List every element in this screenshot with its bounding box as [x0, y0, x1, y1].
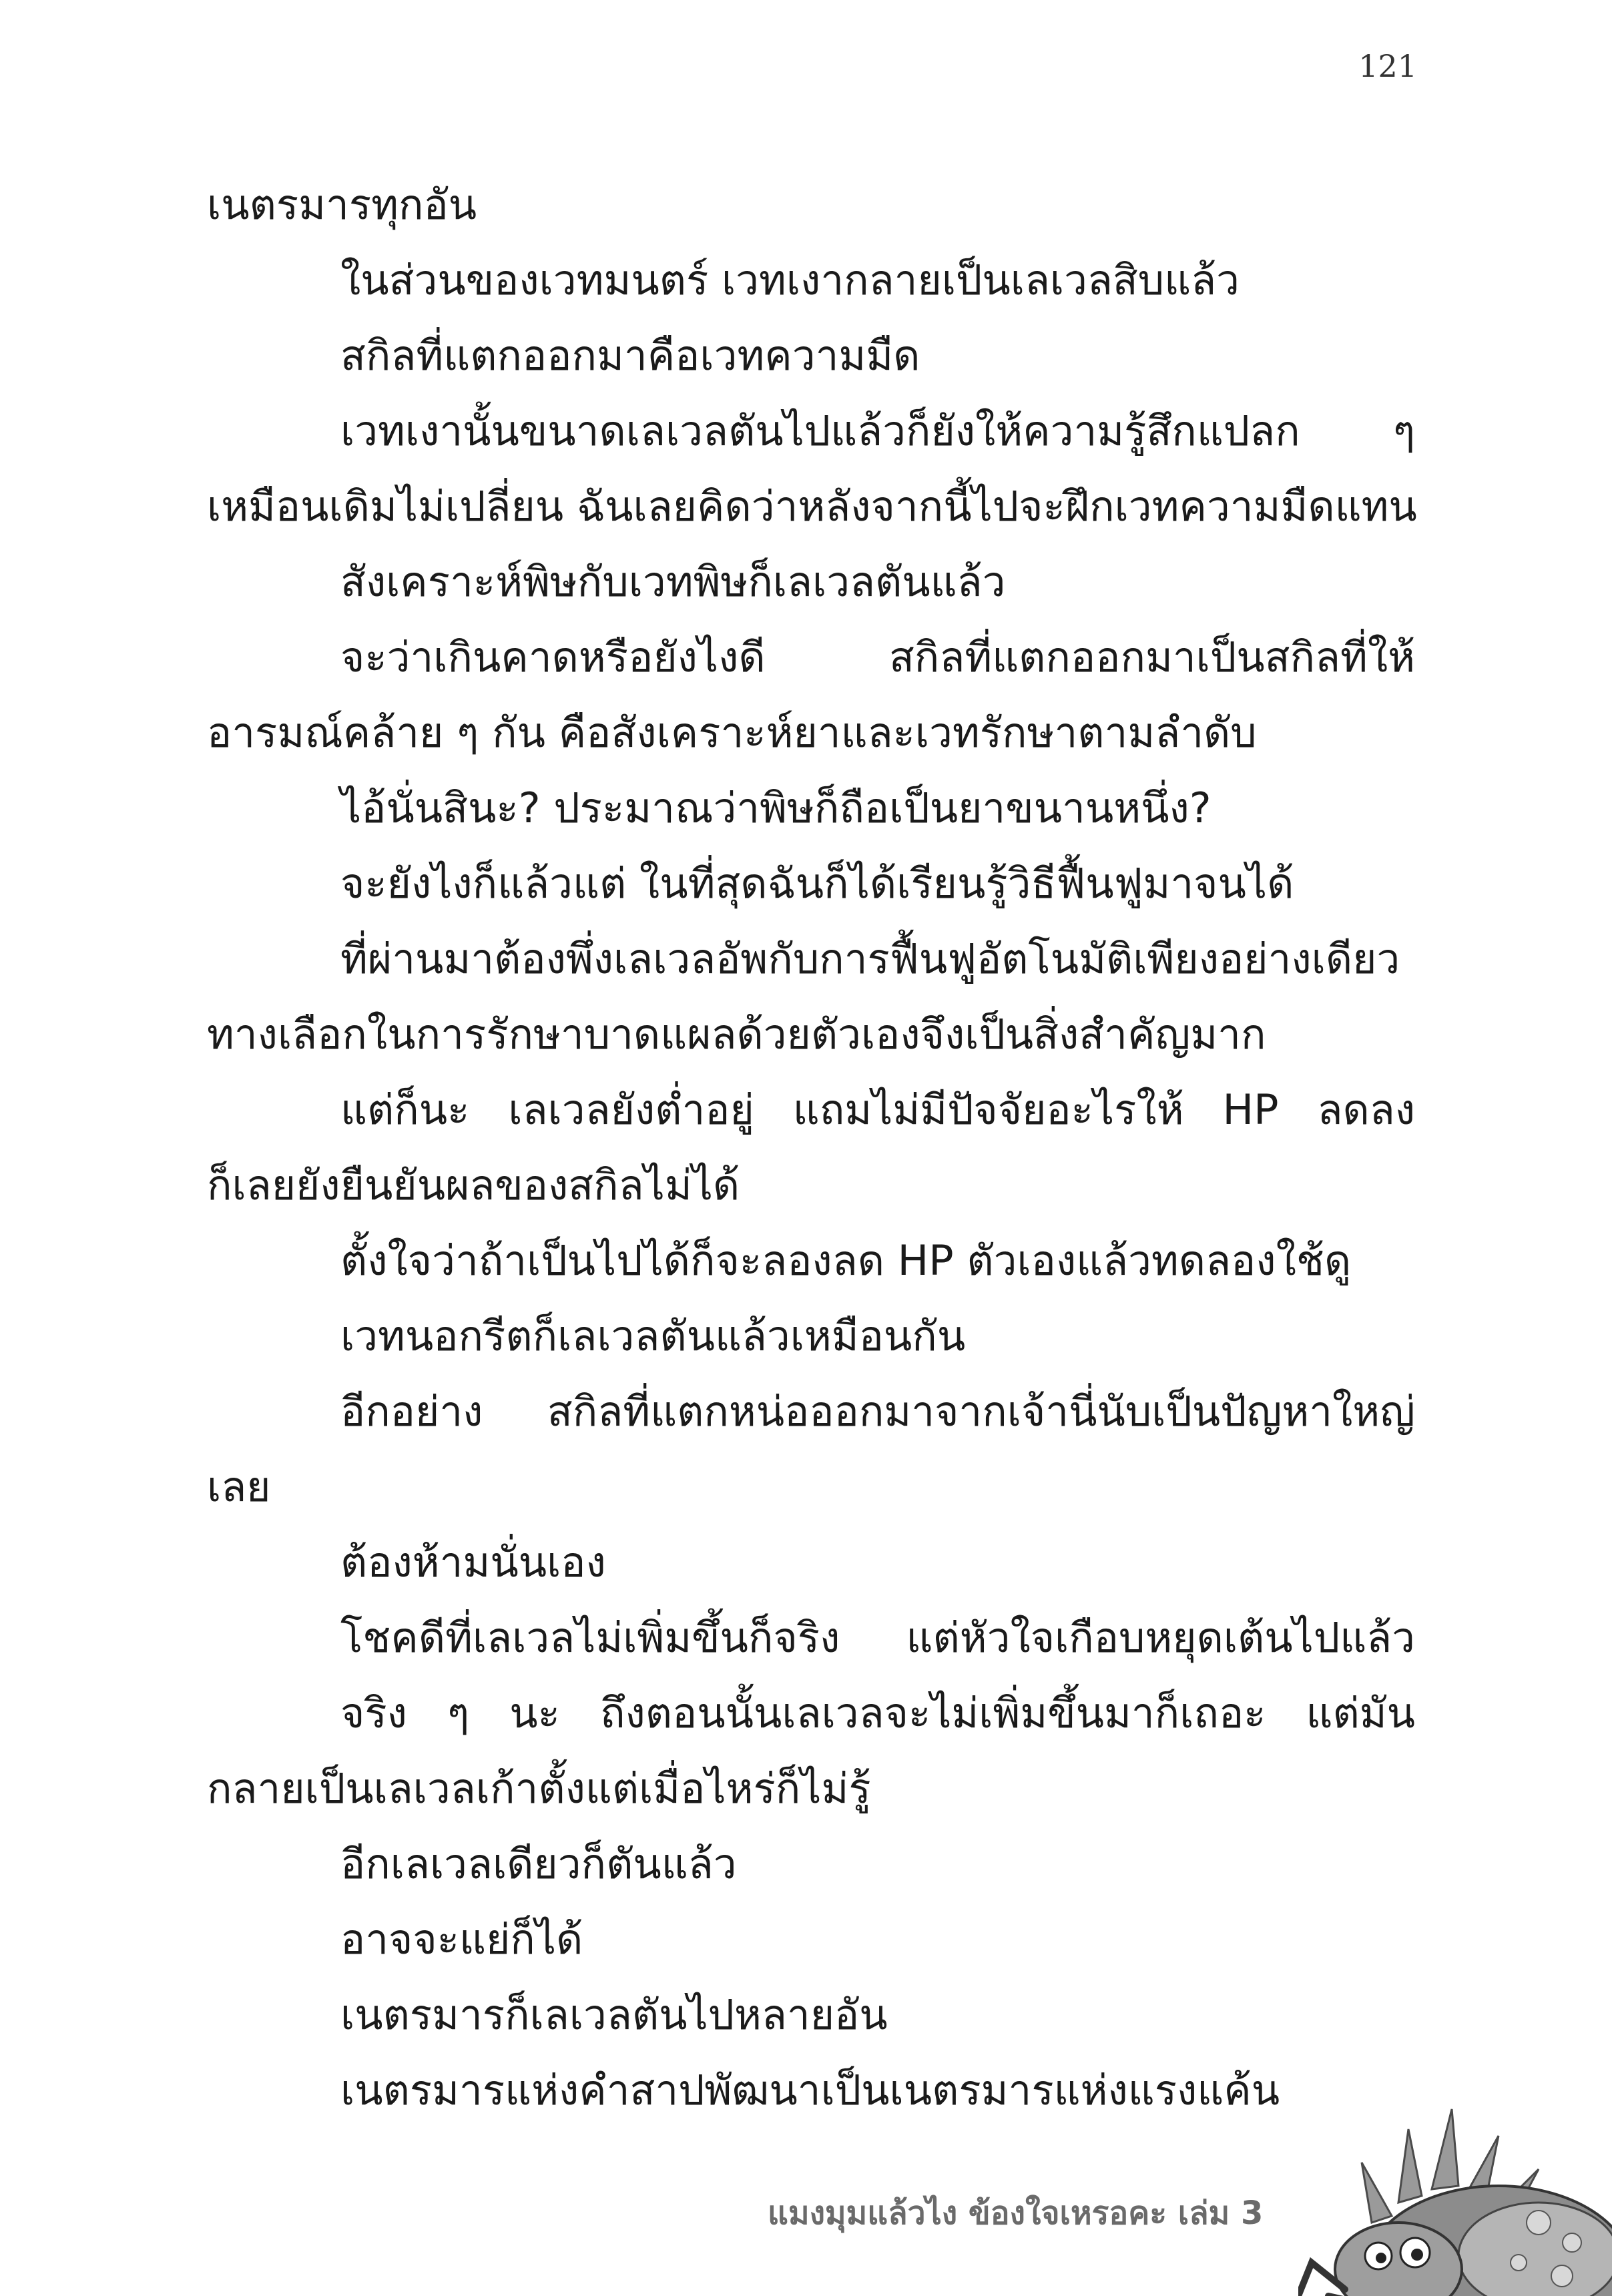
text-line: ทางเลือกในการรักษาบาดแผลด้วยตัวเองจึงเป็นสิ่งสำคัญมาก [207, 1010, 1266, 1059]
text-line: ก็เลยยังยืนยันผลของสกิลไม่ได้ [207, 1161, 740, 1209]
running-footer-title: แมงมุมแล้วไง ข้องใจเหรอคะ เล่ม 3 [768, 2195, 1264, 2232]
text-line: จะว่าเกินคาดหรือยังไงดี สกิลที่แตกออกมาเป็นสกิลที่ให้ [340, 633, 1415, 681]
text-line: แต่ก็นะ เลเวลยังต่ำอยู่ แถมไม่มีปัจจัยอะไรให้ HP ลดลง [340, 1085, 1415, 1134]
text-line: ตั้งใจว่าถ้าเป็นไปได้ก็จะลองลด HP ตัวเองแล้วทดลองใช้ดู [340, 1236, 1352, 1285]
text-line: เนตรมารก็เลเวลตันไปหลายอัน [340, 1990, 888, 2039]
text-line: อีกเลเวลเดียวก็ตันแล้ว [340, 1839, 737, 1888]
text-line: เวทเงานั้นขนาดเลเวลตันไปแล้วก็ยังให้ความรู้สึกแปลก ๆ [340, 406, 1415, 455]
text-line: เนตรมารแห่งคำสาปพัฒนาเป็นเนตรมารแห่งแรงแค้น [340, 2066, 1280, 2114]
body-text [207, 167, 1415, 2128]
text-line: ในส่วนของเวทมนตร์ เวทเงากลายเป็นเลเวลสิบแล้ว [340, 256, 1240, 304]
text-line: ที่ผ่านมาต้องพึ่งเลเวลอัพกับการฟื้นฟูอัตโนมัติเพียงอย่างเดียว [340, 934, 1400, 983]
text-line: สกิลที่แตกออกมาคือเวทความมืด [340, 331, 920, 380]
text-line: เหมือนเดิมไม่เปลี่ยน ฉันเลยคิดว่าหลังจากนี้ไปจะฝึกเวทความมืดแทน [207, 482, 1417, 531]
text-line: กลายเป็นเลเวลเก้าตั้งแต่เมื่อไหร่ก็ไม่รู้ [207, 1764, 871, 1813]
text-line: จริง ๆ นะ ถึงตอนนั้นเลเวลจะไม่เพิ่มขึ้นมาก็เถอะ แต่มัน [340, 1689, 1415, 1737]
text-line: ต้องห้ามนั่นเอง [340, 1538, 606, 1587]
text-line: จะยังไงก็แล้วแต่ ในที่สุดฉันก็ได้เรียนรู้วิธีฟื้นฟูมาจนได้ [340, 859, 1294, 908]
text-line: เนตรมารทุกอัน [207, 180, 477, 229]
text-line: อีกอย่าง สกิลที่แตกหน่อออกมาจากเจ้านี่นับเป็นปัญหาใหญ่ [340, 1387, 1415, 1436]
spider-mascot-illustration [1298, 2102, 1612, 2296]
text-line: ไอ้นั่นสินะ? ประมาณว่าพิษก็ถือเป็นยาขนานหนึ่ง? [340, 784, 1212, 832]
text-line: อารมณ์คล้าย ๆ กัน คือสังเคราะห์ยาและเวทรักษาตามลำดับ [207, 708, 1257, 757]
text-line: เวทนอกรีตก็เลเวลตันแล้วเหมือนกัน [340, 1312, 966, 1360]
text-line: สังเคราะห์พิษกับเวทพิษก็เลเวลตันแล้ว [340, 557, 1006, 606]
text-line: โชคดีที่เลเวลไม่เพิ่มขึ้นก็จริง แต่หัวใจเกือบหยุดเต้นไปแล้ว [340, 1613, 1415, 1662]
page-number: 121 [1358, 48, 1417, 84]
text-line: อาจจะแย่ก็ได้ [340, 1915, 583, 1964]
text-line: เลย [207, 1462, 271, 1511]
